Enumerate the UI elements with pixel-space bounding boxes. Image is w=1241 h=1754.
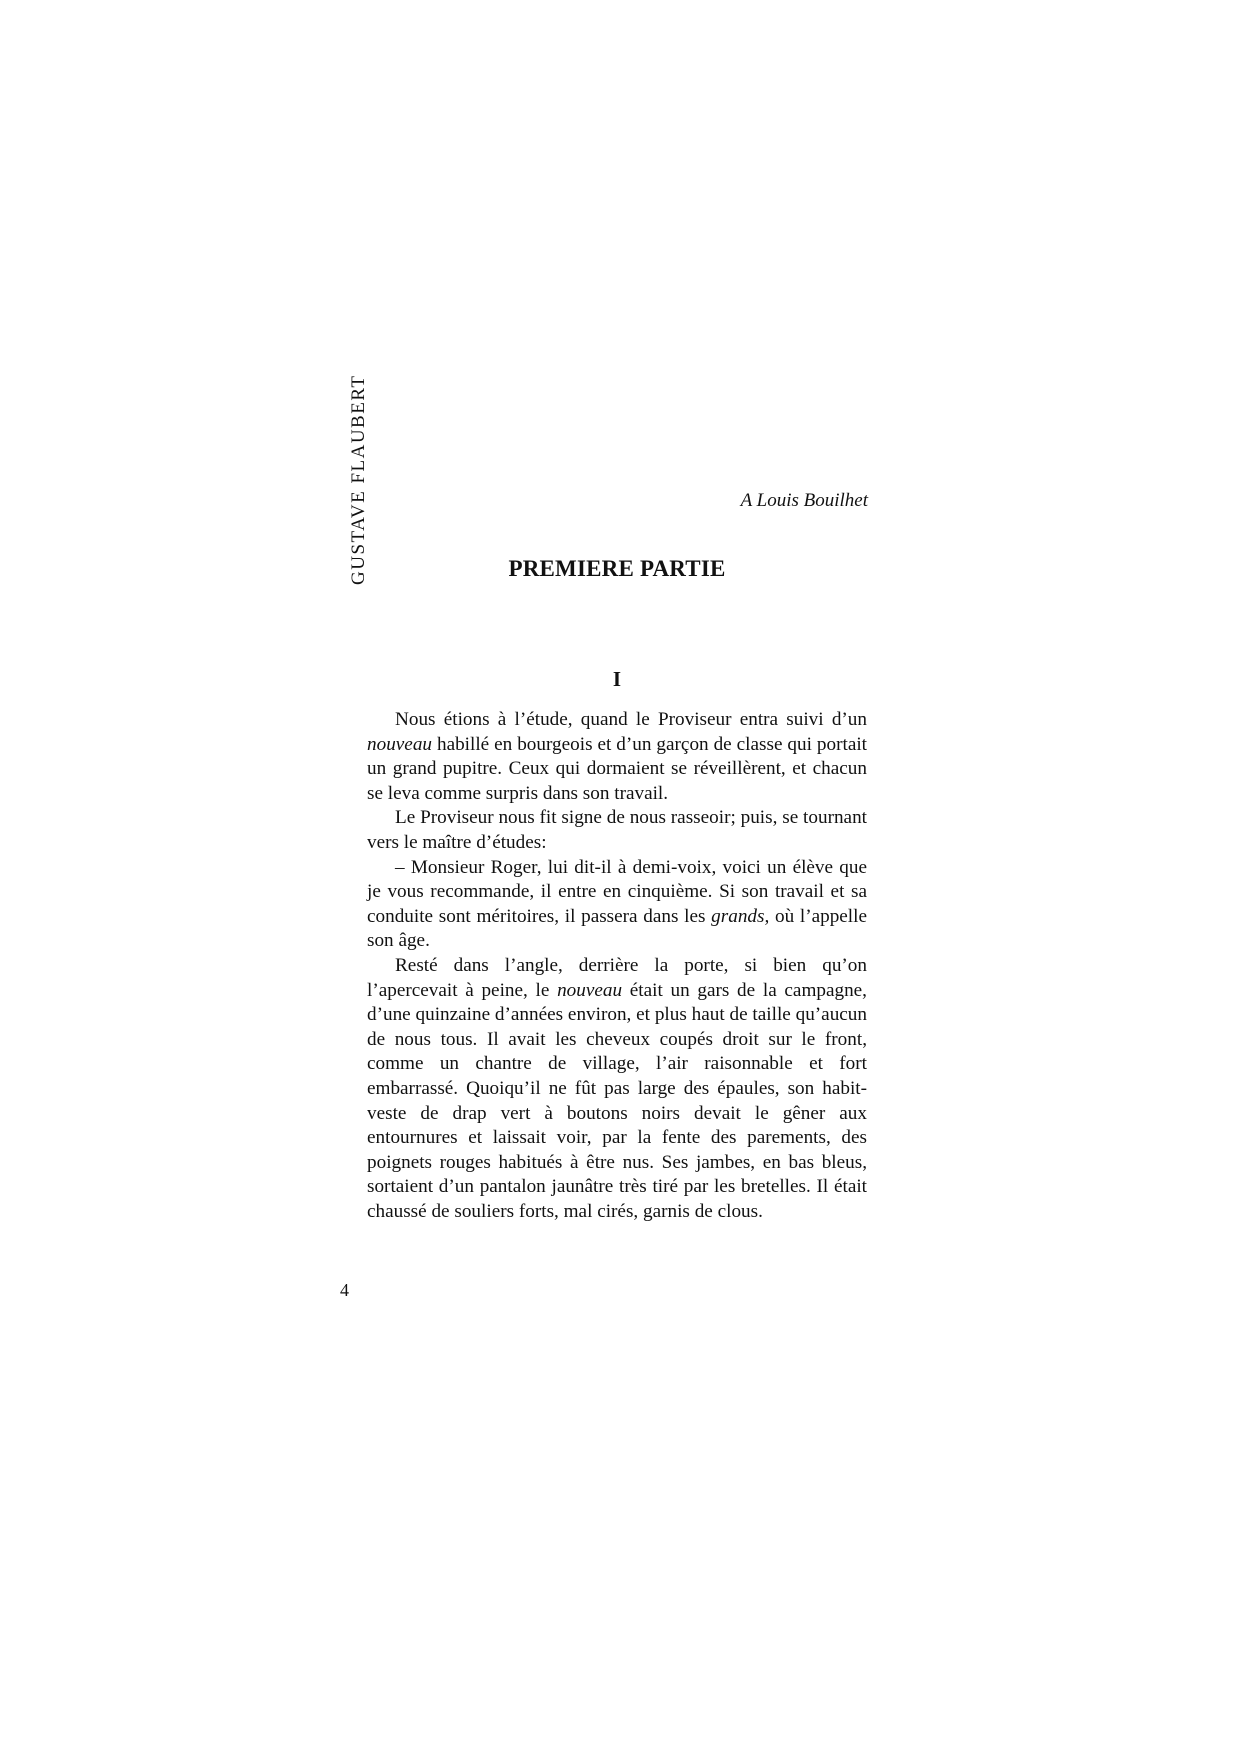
- paragraph-1: [367, 708, 867, 806]
- paragraph-4-text-b: était un gars de la campagne, d’une quinzaine d’années environ, et plus haut de taille qu’aucun de nous tous. Il avait les cheveux coupés droit sur le front, comme un chantre de village, l’air raisonnable et fort embarrassé. Quoiqu’il ne fût pas large des épaules, son habit-veste de drap vert à boutons noirs devait le gêner aux entournures et laissait voir, par la fente des parements, des poignets rouges habitués à être nus. Ses jambes, en bas bleus, sortaient d’un pantalon jaunâtre très tiré par les bretelles. Il était chaussé de souliers forts, mal cirés, garnis de clous.: [367, 979, 867, 1222]
- running-head-author: GUSTAVE FLAUBERT: [348, 374, 369, 585]
- paragraph-1-text-a: Nous étions à l’étude, quand le Proviseur entra suivi d’un: [395, 709, 867, 730]
- paragraph-3-italic: grands,: [711, 905, 770, 927]
- paragraph-3-text-a: – Monsieur Roger, lui dit-il à demi-voix, voici un élève que je vous recommande, il entre en cinquième. Si son travail et sa conduite sont méritoires, il passera dans les: [367, 856, 867, 927]
- paragraph-3-text-b: où l’appelle son âge.: [367, 905, 867, 952]
- paragraph-4-italic: nouveau: [557, 979, 623, 1001]
- chapter-number: I: [612, 667, 622, 691]
- paragraph-3: [367, 856, 867, 954]
- paragraph-1-text-b: habillé en bourgeois et d’un garçon de classe qui portait un grand pupitre. Ceux qui dormaient se réveillèrent, et chacun se leva comme surpris dans son travail.: [367, 733, 867, 804]
- chapter-body: [367, 708, 867, 1224]
- paragraph-1-italic: nouveau: [367, 733, 433, 755]
- paragraph-4: [367, 954, 867, 1225]
- paragraph-2: [367, 806, 867, 855]
- paragraph-4-text-a: Resté dans l’angle, derrière la porte, si bien qu’on l’apercevait à peine, le: [367, 954, 867, 1001]
- paragraph-2-text: Le Proviseur nous fit signe de nous rasseoir; puis, se tournant vers le maître d’études:: [367, 807, 867, 853]
- part-title: PREMIERE PARTIE: [508, 556, 726, 581]
- page-number: 4: [340, 1280, 349, 1300]
- dedication: A Louis Bouilhet: [740, 490, 868, 511]
